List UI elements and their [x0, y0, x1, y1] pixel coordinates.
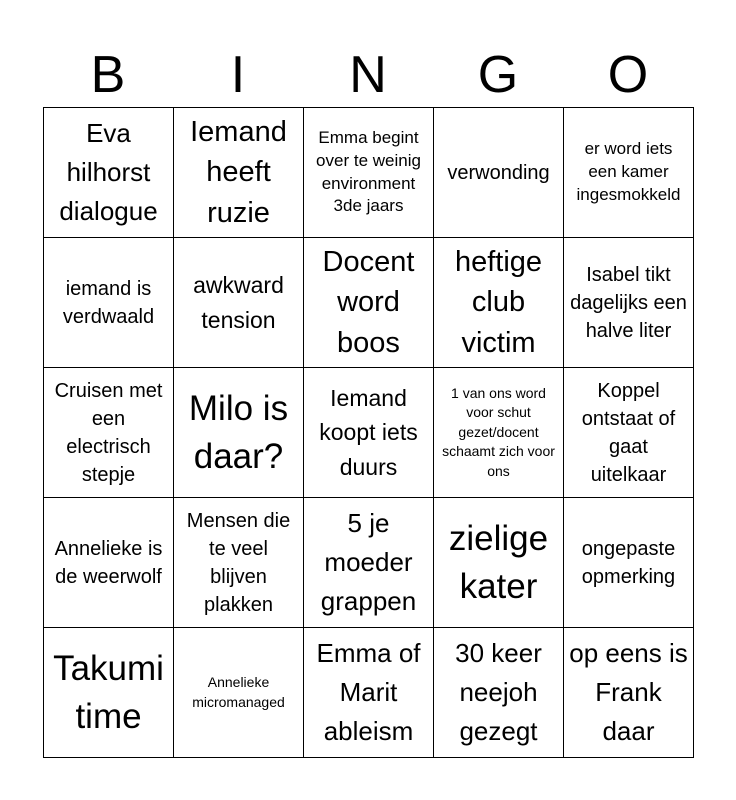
cell-text: Iemand heeft ruzie: [190, 115, 287, 229]
bingo-cell-4-2[interactable]: [174, 498, 304, 628]
cell-text: Annelieke micromanaged: [192, 673, 285, 710]
bingo-cell-3-4[interactable]: [434, 368, 564, 498]
bingo-cell-1-4[interactable]: [434, 108, 564, 238]
bingo-cell-5-3[interactable]: [304, 628, 434, 758]
cell-text: ongepaste opmerking: [581, 537, 676, 588]
cell-text: op eens is Frank daar: [569, 638, 688, 746]
header-letter-i: I: [230, 46, 246, 104]
cell-text: 1 van ons word voor schut gezet/docent schaamt zich voor ons: [442, 384, 555, 479]
cell-text: er word iets een kamer ingesmokkeld: [576, 139, 681, 204]
cell-text: iemand is verdwaald: [62, 277, 155, 328]
bingo-cell-5-1[interactable]: [44, 628, 174, 758]
bingo-cell-5-2[interactable]: [174, 628, 304, 758]
bingo-cell-4-3[interactable]: [304, 498, 434, 628]
cell-text: awkward tension: [193, 272, 284, 333]
cell-text: heftige club victim: [454, 245, 543, 359]
bingo-cell-4-5[interactable]: [564, 498, 694, 628]
bingo-cell-2-4[interactable]: [434, 238, 564, 368]
bingo-grid: [43, 107, 694, 758]
bingo-cell-4-1[interactable]: [44, 498, 174, 628]
cell-text: Cruisen met een electrisch stepje: [54, 379, 163, 486]
bingo-cell-2-1[interactable]: [44, 238, 174, 368]
header-letter-n: N: [349, 46, 387, 104]
cell-text: 30 keer neejoh gezegt: [455, 638, 542, 746]
cell-text: Emma of Marit ableism: [316, 638, 421, 746]
cell-text: Koppel ontstaat of gaat uitelkaar: [581, 379, 676, 486]
cell-text: Docent word boos: [322, 245, 415, 359]
cell-text: Milo is daar?: [188, 389, 289, 476]
bingo-cell-1-2[interactable]: [174, 108, 304, 238]
cell-text: verwonding: [447, 161, 550, 184]
cell-text: Eva hilhorst dialogue: [59, 118, 158, 226]
bingo-cell-1-1[interactable]: [44, 108, 174, 238]
bingo-cell-1-3[interactable]: [304, 108, 434, 238]
cell-text: Isabel tikt dagelijks een halve liter: [570, 263, 687, 342]
header-letter-o: O: [607, 46, 649, 104]
bingo-cell-4-4[interactable]: [434, 498, 564, 628]
bingo-cell-2-2[interactable]: [174, 238, 304, 368]
cell-text: Emma begint over te weinig environment 3de jaars: [316, 127, 421, 216]
bingo-cell-1-5[interactable]: [564, 108, 694, 238]
bingo-cell-2-3[interactable]: [304, 238, 434, 368]
cell-text: Annelieke is de weerwolf: [54, 537, 163, 588]
bingo-header: [43, 44, 693, 106]
cell-text: Iemand koopt iets duurs: [319, 384, 418, 480]
cell-text: Takumi time: [53, 649, 164, 736]
bingo-cell-3-5[interactable]: [564, 368, 694, 498]
bingo-cell-2-5[interactable]: [564, 238, 694, 368]
cell-text: Mensen die te veel blijven plakken: [186, 509, 291, 616]
bingo-cell-5-4[interactable]: [434, 628, 564, 758]
bingo-cell-3-2[interactable]: [174, 368, 304, 498]
cell-text: zielige kater: [448, 519, 549, 606]
header-letter-b: B: [90, 46, 126, 104]
cell-text: 5 je moeder grappen: [320, 508, 417, 616]
bingo-cell-3-3[interactable]: [304, 368, 434, 498]
bingo-cell-3-1[interactable]: [44, 368, 174, 498]
header-letter-g: G: [477, 46, 519, 104]
bingo-cell-5-5[interactable]: [564, 628, 694, 758]
